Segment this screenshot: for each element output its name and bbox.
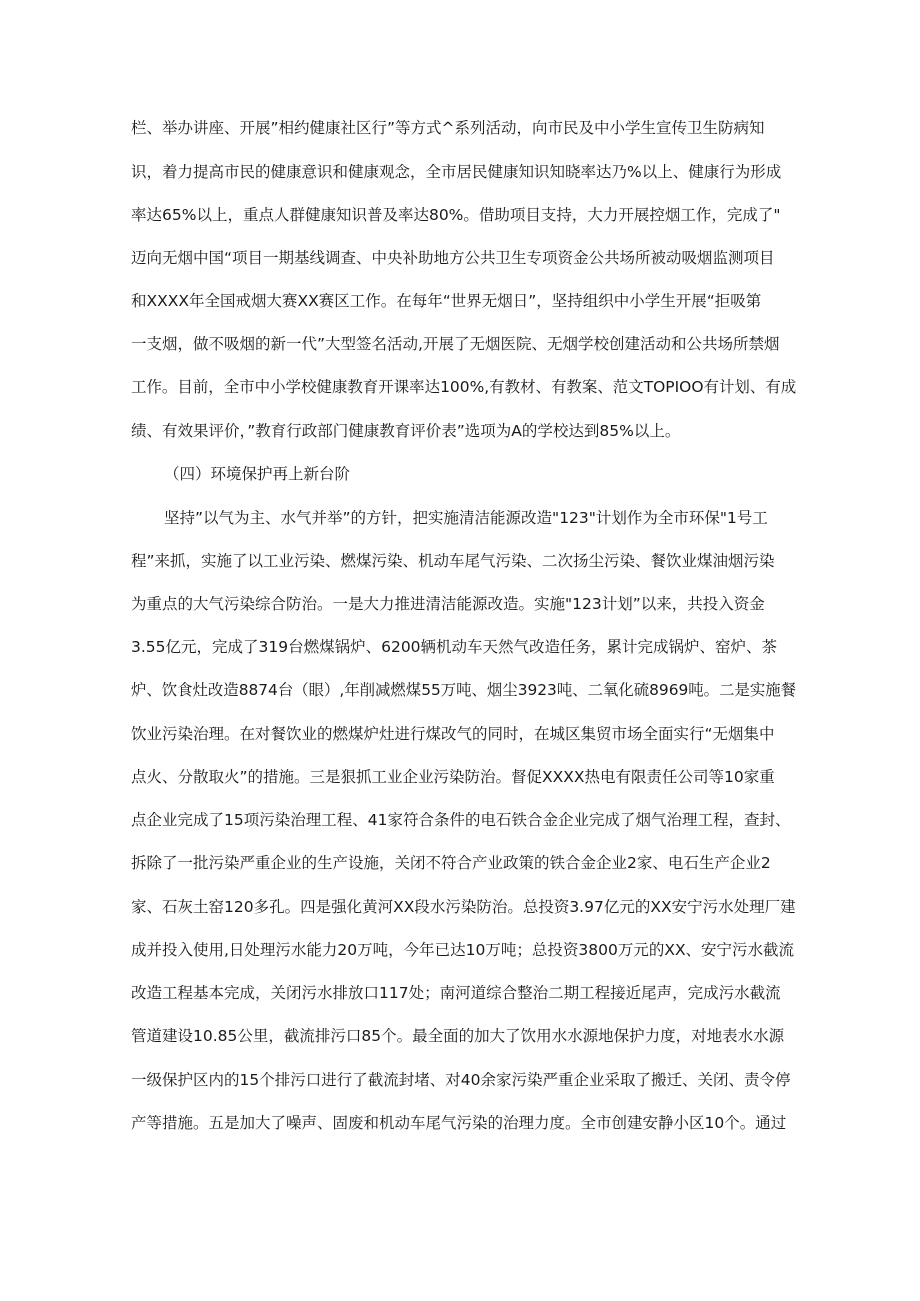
paragraph-1-line-1: 栏、举办讲座、开展”相约健康社区行”等方式^系列活动，向市民及中小学生宣传卫生防病知	[131, 119, 765, 137]
paragraph-1-line-3: 率达65%以上，重点人群健康知识普及率达80%。借助项目支持，大力开展控烟工作，完成了"	[131, 206, 781, 224]
paragraph-2-line-5: 炉、饮食灶改造8874台（眼）,年削减燃煤55万吨、烟尘3923吨、二氧化硫8969吨。二是实施餐	[131, 681, 796, 699]
paragraph-2-line-14: 一级保护区内的15个排污口进行了截流封堵、对40余家污染严重企业采取了搬迁、关闭、责令停	[131, 1071, 791, 1089]
paragraph-1-line-7: 工作。目前，全市中小学校健康教育开课率达100%,有教材、有教案、范文TOPIOO有计划、有成	[131, 378, 797, 396]
paragraph-2-line-7: 点火、分散取火”的措施。三是狠抓工业企业污染防治。督促XXXX热电有限责任公司等10家重	[131, 768, 775, 786]
paragraph-2-line-10: 家、石灰土窑120多孔。四是强化黄河XX段水污染防治。总投资3.97亿元的XX安宁污水处理厂建	[131, 898, 796, 916]
section-heading: （四）环境保护再上新台阶	[164, 465, 351, 483]
paragraph-2-line-12: 改造工程基本完成，关闭污水排放口117处；南河道综合整治二期工程接近尾声，完成污水截流	[131, 984, 781, 1002]
paragraph-2-line-1: 坚持”以气为主、水气并举”的方针，把实施清洁能源改造"123"计划作为全市环保"1号工	[164, 509, 768, 527]
paragraph-2-line-8: 点企业完成了15项污染治理工程、41家符合条件的电石铁合金企业完成了烟气治理工程，查封、	[131, 811, 791, 829]
paragraph-1-line-6: 一支烟，做不吸烟的新一代”大型签名活动,开展了无烟医院、无烟学校创建活动和公共场所禁烟	[131, 335, 780, 353]
paragraph-2-line-4: 3.55亿元，完成了319台燃煤锅炉、6200辆机动车天然气改造任务，累计完成锅炉、窑炉、茶	[131, 638, 778, 656]
paragraph-1-line-2: 识，着力提高市民的健康意识和健康观念，全市居民健康知识知晓率达乃%以上、健康行为形成	[131, 163, 782, 181]
paragraph-2-line-6: 饮业污染治理。在对餐饮业的燃煤炉灶进行煤改气的同时，在城区集贸市场全面实行“无烟集中	[131, 725, 775, 743]
paragraph-2-line-13: 管道建设10.85公里，截流排污口85个。最全面的加大了饮用水水源地保护力度，对地表水水源	[131, 1027, 785, 1045]
paragraph-2-line-3: 为重点的大气污染综合防治。一是大力推进清洁能源改造。实施"123计划”以来，共投入资金	[131, 595, 765, 613]
paragraph-2-line-15: 产等措施。五是加大了噪声、固废和机动车尾气污染的治理力度。全市创建安静小区10个。通过	[131, 1114, 787, 1132]
paragraph-1-line-4: 迈向无烟中国“项目一期基线调查、中央补助地方公共卫生专项资金公共场所被动吸烟监测项目	[131, 249, 775, 267]
paragraph-1-line-8: 绩、有效果评价，”教育行政部门健康教育评价表”选项为A的学校达到85%以上。	[131, 422, 681, 440]
paragraph-2-line-11: 成并投入使用,日处理污水能力20万吨，今年已达10万吨；总投资3800万元的XX、安宁污水截流	[131, 941, 795, 959]
paragraph-2-line-9: 拆除了一批污染严重企业的生产设施，关闭不符合产业政策的铁合金企业2家、电石生产企业2	[131, 854, 771, 872]
paragraph-1-line-5: 和XXXX年全国戒烟大赛XX赛区工作。在每年“世界无烟日”，坚持组织中小学生开展“拒吸第	[131, 292, 762, 310]
paragraph-2-line-2: 程”来抓，实施了以工业污染、燃煤污染、机动车尾气污染、二次扬尘污染、餐饮业煤油烟污染	[131, 552, 775, 570]
